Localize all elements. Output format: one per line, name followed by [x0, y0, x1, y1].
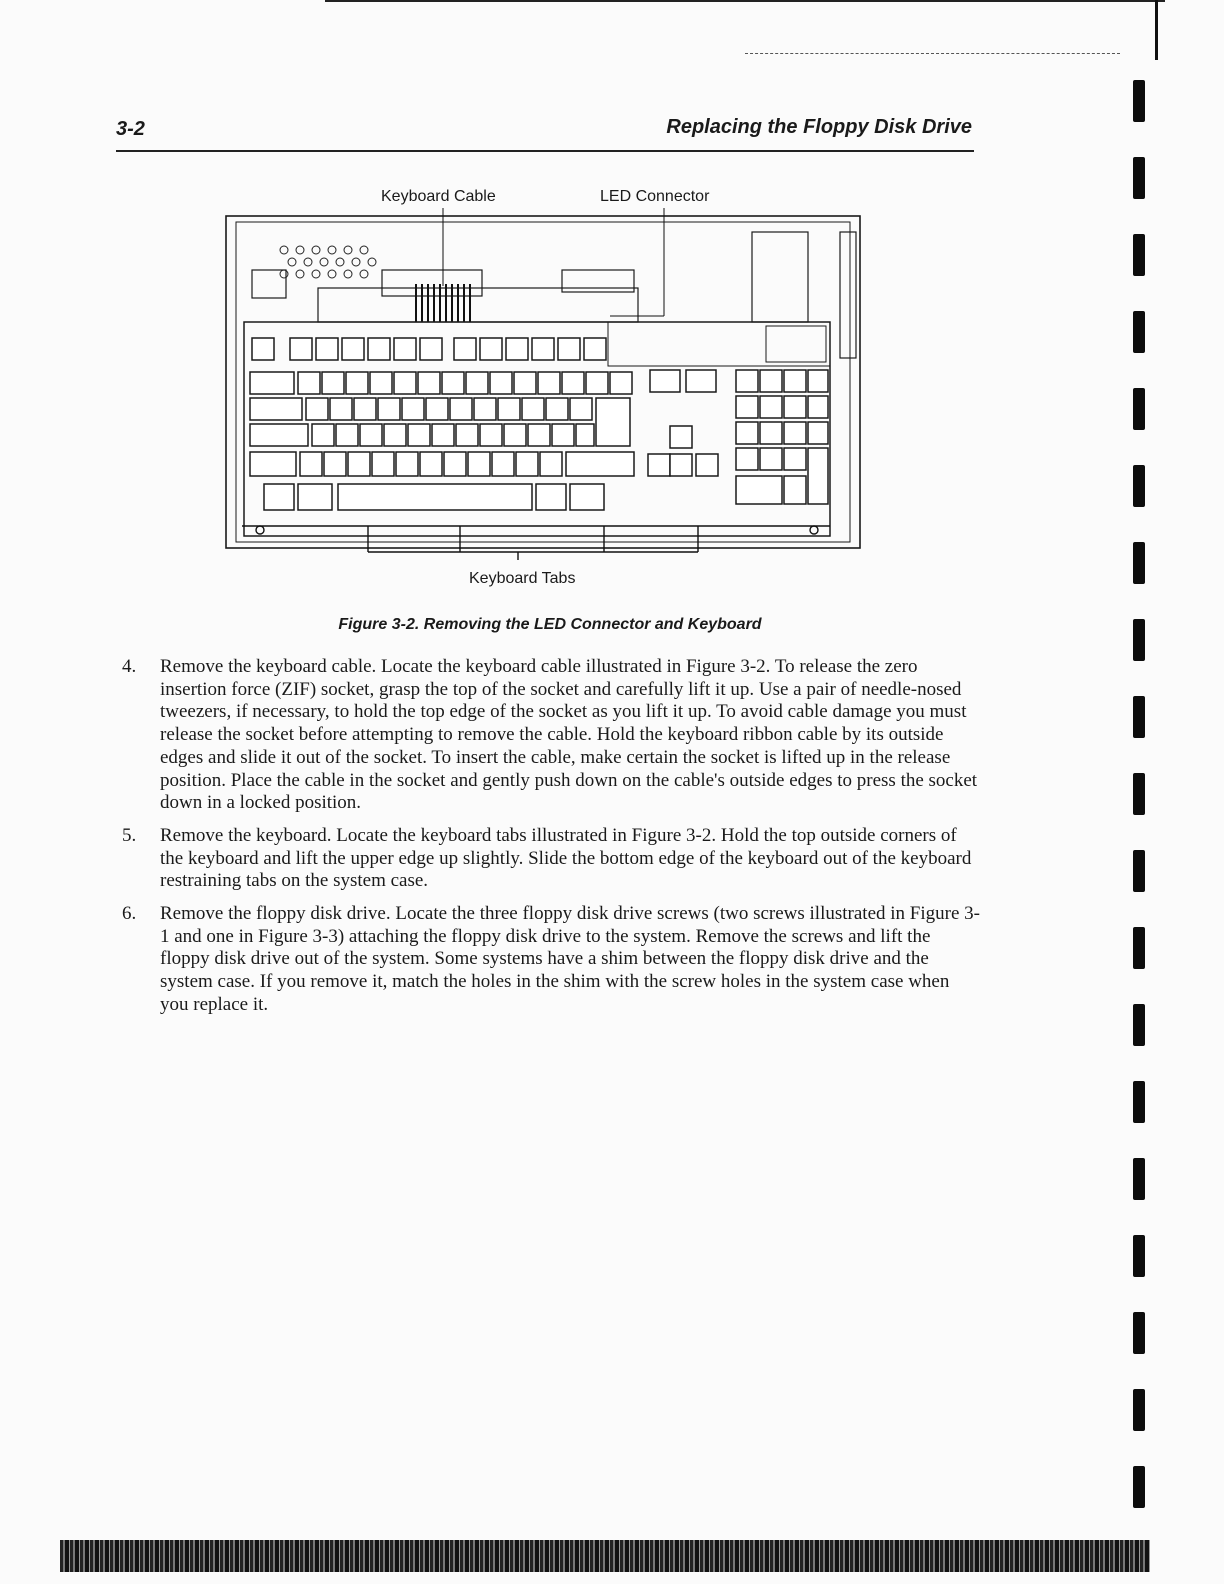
figure-caption: Figure 3-2. Removing the LED Connector and Keyboard: [338, 616, 762, 633]
chapter-title: Replacing the Floppy Disk Drive: [666, 116, 972, 138]
top-scan-rule: [325, 0, 1165, 2]
page-number: 3-2: [116, 118, 145, 140]
ribbon-cable: [416, 284, 470, 322]
keyboard-illustration: [222, 208, 870, 560]
scan-artifact-line: [745, 53, 1120, 55]
step-item: [122, 825, 982, 893]
step-number: 4.: [122, 656, 137, 677]
binder-edge: [1155, 0, 1158, 60]
binder-holes: [1133, 80, 1151, 1543]
keyboard-keys: [250, 338, 828, 510]
keyboard-cable-label: Keyboard Cable: [381, 188, 496, 205]
step-number: 6.: [122, 903, 137, 925]
page-header: [116, 118, 974, 152]
step-item: [122, 656, 982, 815]
step-number: 5.: [122, 824, 137, 846]
keyboard-tabs: [242, 526, 830, 560]
callout-leader-lines: [443, 208, 664, 316]
step-text: Remove the keyboard. Locate the keyboard tabs illustrated in Figure 3-2. Hold the top outside corners of the keyboard and lift the upper edge up slightly. Slide the bottom edge of the keyboard out of the keyboard restraining tabs on the system case.: [160, 824, 972, 892]
keyboard-tabs-label: Keyboard Tabs: [469, 570, 576, 587]
scan-bottom-edge: [60, 1540, 1150, 1572]
procedure-steps: [122, 656, 982, 1027]
vent-holes: [280, 246, 376, 278]
led-connector-label: LED Connector: [600, 188, 710, 205]
step-text: Remove the keyboard cable. Locate the keyboard cable illustrated in Figure 3-2. To release the zero insertion force (ZIF) socket, grasp the top of the socket and carefully lift it up. Use a pair of needle-nosed tweezers, if necessary, to hold the top edge of the socket as you lift it up. To avoid cable damage you must release the socket before attempting to remove the cable. Hold the keyboard ribbon cable by its outside edges and slide it out of the socket. To insert the cable, make certain the socket is lifted up in the release position. Place the cable in the socket and gently push down on the cable's outside edges to press the socket down in a locked position.: [160, 656, 978, 814]
step-item: [122, 903, 982, 1017]
step-text: Remove the floppy disk drive. Locate the three floppy disk drive screws (two screws illustrated in Figure 3-1 and one in Figure 3-3) attaching the floppy disk drive to the system. Remove the screws and lift the floppy disk drive out of the system. Some systems have a shim between the floppy disk drive and the system case. If you remove it, match the holes in the shim with the screw holes in the system case when you replace it.: [160, 903, 980, 1015]
